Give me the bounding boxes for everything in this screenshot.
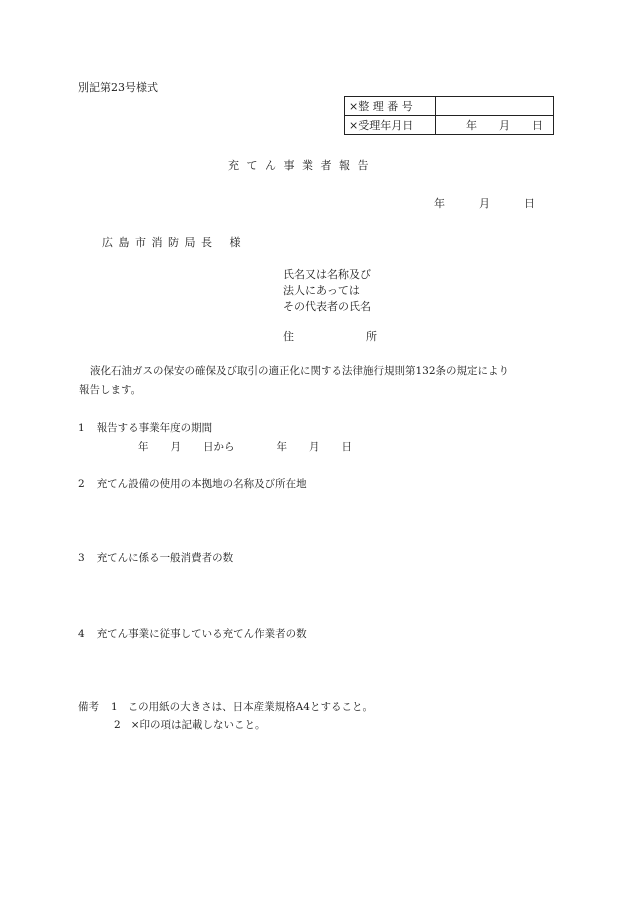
period-to-month: 月 <box>309 441 320 453</box>
item-2-number: 2 <box>78 478 85 490</box>
date-year: 年 <box>434 197 445 210</box>
submission-date[interactable] <box>434 195 535 211</box>
remarks-note-1-number: 1 <box>111 701 118 713</box>
item-4-number: 4 <box>78 628 85 640</box>
period-from-year: 年 <box>138 441 149 453</box>
period-from-day: 日から <box>203 441 235 453</box>
addressee: 広 島 市 消 防 局 長 様 <box>102 236 242 249</box>
address-label-2: 所 <box>366 330 377 343</box>
remarks-label: 備考 <box>78 701 99 713</box>
remarks-note-2-text: ×印の項は記載しないこと。 <box>130 719 266 731</box>
registry-year: 年 <box>466 119 477 132</box>
registry-table <box>344 96 554 135</box>
applicant-name-line2: 法人にあっては <box>283 284 360 297</box>
applicant-name-line3: その代表者の氏名 <box>283 300 371 313</box>
remarks-note-2 <box>114 717 266 732</box>
item-1-text: 報告する事業年度の期間 <box>96 422 213 434</box>
item-4 <box>78 626 307 641</box>
item-1 <box>78 420 212 435</box>
form-number: 別記第23号様式 <box>78 81 158 94</box>
period-to-year: 年 <box>276 441 287 453</box>
registry-number-value[interactable] <box>436 97 554 116</box>
item-3 <box>78 550 233 565</box>
item-1-number: 1 <box>78 422 85 434</box>
registry-day: 日 <box>532 119 543 132</box>
remarks-note-2-number: 2 <box>114 719 121 731</box>
item-3-number: 3 <box>78 552 85 564</box>
body-text-line2: 報告します。 <box>79 384 142 396</box>
date-month: 月 <box>479 197 490 210</box>
period-to-day: 日 <box>341 441 352 453</box>
date-day: 日 <box>524 197 535 210</box>
applicant-name-line1: 氏名又は名称及び <box>283 268 371 281</box>
document-title: 充 て ん 事 業 者 報 告 <box>228 159 371 172</box>
item-3-text: 充てんに係る一般消費者の数 <box>96 552 234 564</box>
body-text-line1: 液化石油ガスの保安の確保及び取引の適正化に関する法律施行規則第132条の規定により <box>90 365 510 377</box>
item-4-text: 充てん事業に従事している充てん作業者の数 <box>96 628 307 640</box>
remarks-note-1-text: この用紙の大きさは、日本産業規格A4とすること。 <box>127 701 373 713</box>
registry-date-value[interactable] <box>436 116 554 135</box>
registry-number-label: ×整 理 番 号 <box>345 97 436 116</box>
remarks-note-1 <box>78 699 373 714</box>
period-from-month: 月 <box>170 441 181 453</box>
address-label-1: 住 <box>283 330 294 343</box>
period-range[interactable] <box>138 439 352 454</box>
registry-month: 月 <box>499 119 510 132</box>
item-2-text: 充てん設備の使用の本拠地の名称及び所在地 <box>96 478 307 490</box>
item-2 <box>78 476 307 491</box>
registry-date-label: ×受理年月日 <box>345 116 436 135</box>
